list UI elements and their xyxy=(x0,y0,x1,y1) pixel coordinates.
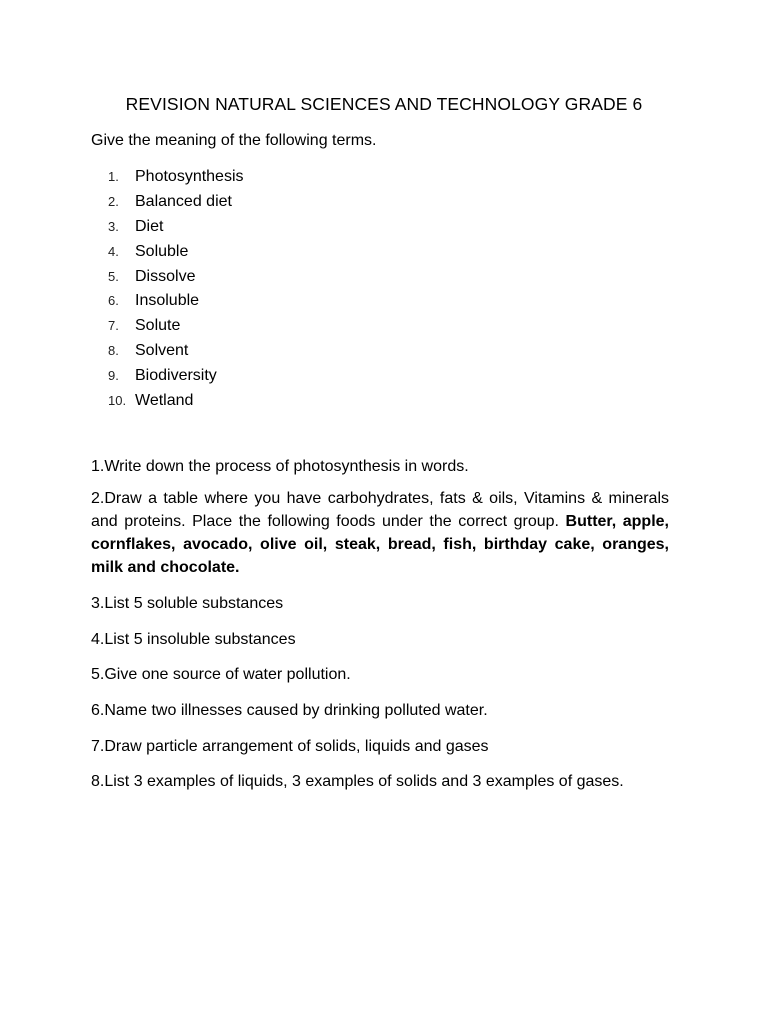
list-item-text: Insoluble xyxy=(135,292,200,310)
list-item-text: Wetland xyxy=(135,392,194,410)
list-item-text: Dissolve xyxy=(135,267,196,285)
question-3: 3.List 5 soluble substances xyxy=(91,595,284,612)
list-item-number: 2. xyxy=(108,193,119,209)
list-item-text: Biodiversity xyxy=(135,367,217,385)
list-item xyxy=(108,192,244,217)
list-item-number: 4. xyxy=(108,243,119,259)
list-item xyxy=(108,242,244,267)
question-2 xyxy=(91,487,669,579)
question-5: 5.Give one source of water pollution. xyxy=(91,666,351,683)
list-item xyxy=(108,267,244,292)
list-item-number: 3. xyxy=(108,218,119,234)
list-item-number: 5. xyxy=(108,268,119,284)
list-item-number: 8. xyxy=(108,343,119,359)
list-item-number: 7. xyxy=(108,318,119,334)
list-item-number: 9. xyxy=(108,368,119,384)
list-item-text: Photosynthesis xyxy=(135,168,244,185)
list-item-text: Solute xyxy=(135,317,181,335)
question-8: 8.List 3 examples of liquids, 3 examples of solids and 3 examples of gases. xyxy=(91,773,624,790)
question-1: 1.Write down the process of photosynthesis in words. xyxy=(91,458,469,475)
list-item xyxy=(108,316,244,341)
list-item xyxy=(108,391,244,416)
terms-list xyxy=(108,167,244,416)
list-item-text: Soluble xyxy=(135,242,189,260)
list-item xyxy=(108,217,244,242)
list-item xyxy=(108,291,244,316)
page-title: REVISION NATURAL SCIENCES AND TECHNOLOGY GRADE 6 xyxy=(125,94,643,114)
list-item-number: 6. xyxy=(108,293,119,309)
list-item xyxy=(108,341,244,366)
list-item-text: Diet xyxy=(135,217,164,235)
list-item-text: Balanced diet xyxy=(135,192,232,210)
intro-text: Give the meaning of the following terms. xyxy=(91,132,377,149)
question-4: 4.List 5 insoluble substances xyxy=(91,631,296,648)
question-2-text: 2.Draw a table where you have carbohydrates, fats & oils, Vitamins & minerals and proteins. Place the following foods under the correct group. xyxy=(91,490,669,530)
question-6: 6.Name two illnesses caused by drinking polluted water. xyxy=(91,702,488,719)
list-item xyxy=(108,167,244,192)
question-7: 7.Draw particle arrangement of solids, liquids and gases xyxy=(91,738,489,755)
list-item xyxy=(108,366,244,391)
question-2-food-list: Butter, apple, cornflakes, avocado, olive oil, steak, bread, fish, birthday cake, oranges, milk and chocolate. xyxy=(91,513,669,576)
list-item-number: 1. xyxy=(108,169,119,184)
list-item-text: Solvent xyxy=(135,342,189,360)
list-item-number: 10. xyxy=(108,393,127,409)
